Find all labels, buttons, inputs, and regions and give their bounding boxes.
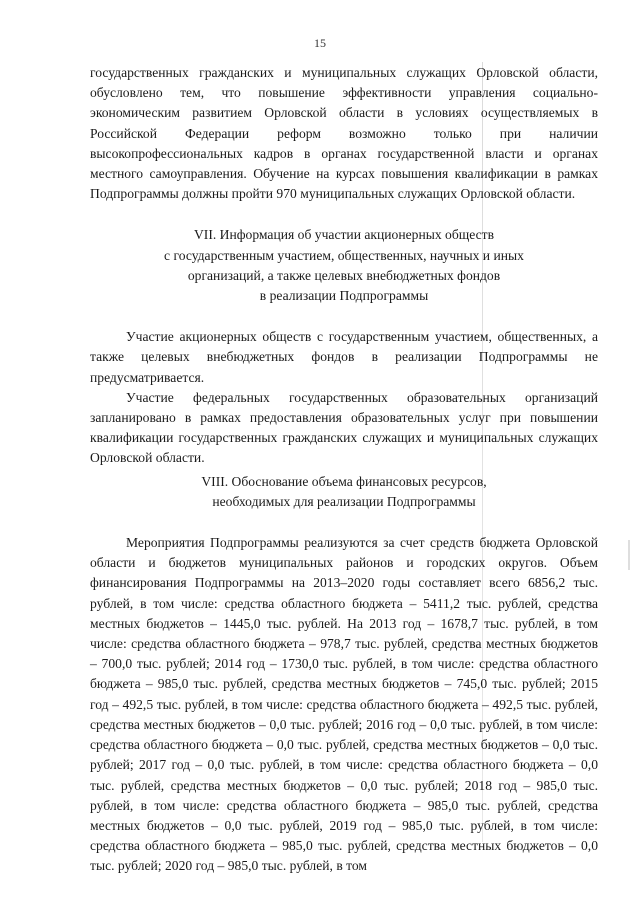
section-8-paragraph-1: Мероприятия Подпрограммы реализуются за счет средств бюджета Орловской области и бюджетов муниципальных районов и городских округов. Объем финансирования Подпрограммы на 2013–2020 годы составляет всего 6856,2 тыс. рублей, в том числе: средства областного бюджета – 5411,2 тыс. рублей, средства местных бюджетов – 1445,0 тыс. рублей. На 2013 год – 1678,7 тыс. рублей, в том числе: средства областного бюджета – 978,7 тыс. рублей, средства местных бюджетов – 700,0 тыс. рублей; 2014 год – 1730,0 тыс. рублей, в том числе: средства областного бюджета – 985,0 тыс. рублей, средства местных бюджетов – 745,0 тыс. рублей; 2015 год – 492,5 тыс. рублей, в том числе: средства областного бюджета – 492,5 тыс. рублей, средства местных бюджетов – 0,0 тыс. рублей; 2016 год – 0,0 тыс. рублей, в том числе: средства областного бюджета – 0,0 тыс. рублей, средства местных бюджетов – 0,0 тыс. рублей; 2017 год – 0,0 тыс. рублей, в том числе: средства областного бюджета – 0,0 тыс. рублей, средства местных бюджетов – 0,0 тыс. рублей; 2018 год – 985,0 тыс. рублей, в том числе: средства областного бюджета – 985,0 тыс. рублей, средства местных бюджетов – 0,0 тыс. рублей, 2019 год – 985,0 тыс. рублей, в том числе: средства областного бюджета – 985,0 тыс. рублей, средства местных бюджетов – 0,0 тыс. рублей; 2020 год – 985,0 тыс. рублей, в том <box>90 535 598 874</box>
paragraph-intro: государственных гражданских и муниципальных служащих Орловской области, обусловлено тем, что повышение эффективности управления социально-экономическим развитием Орловской области в условиях осуществляемых в Российской Федерации реформ возможно только при наличии высокопрофессиональных кадров в органах государственной власти и органах местного самоуправления. Обучение на курсах повышения квалификации в рамках Подпрограммы должны пройти 970 муниципальных служащих Орловской области. <box>90 65 598 202</box>
section-7-heading-line: организаций, а также целевых внебюджетных фондов <box>187 267 501 283</box>
page-number: 15 <box>314 36 326 50</box>
section-7-paragraph-2: Участие федеральных государственных образовательных организаций запланировано в рамках предоставления образовательных услуг при повышении квалификации государственных гражданских служащих и муниципальных служащих Орловской области. <box>90 389 598 466</box>
section-8-heading-line: VIII. Обоснование объема финансовых ресурсов, <box>201 473 487 489</box>
section-8-heading-line: необходимых для реализации Подпрограммы <box>212 493 476 509</box>
section-7-paragraph-1: Участие акционерных обществ с государственным участием, общественных, а также целевых внебюджетных фондов в реализации Подпрограммы не предусматривается. <box>90 329 598 385</box>
section-7-heading-line: VII. Информация об участии акционерных обществ <box>193 227 495 243</box>
section-7-heading-line: с государственным участием, общественных, научных и иных <box>164 247 524 263</box>
scan-edge-mark <box>628 540 630 570</box>
section-8-heading <box>90 472 598 512</box>
document-body <box>90 63 598 877</box>
section-7-heading <box>90 225 598 306</box>
section-7-heading-line: в реализации Подпрограммы <box>259 288 429 304</box>
